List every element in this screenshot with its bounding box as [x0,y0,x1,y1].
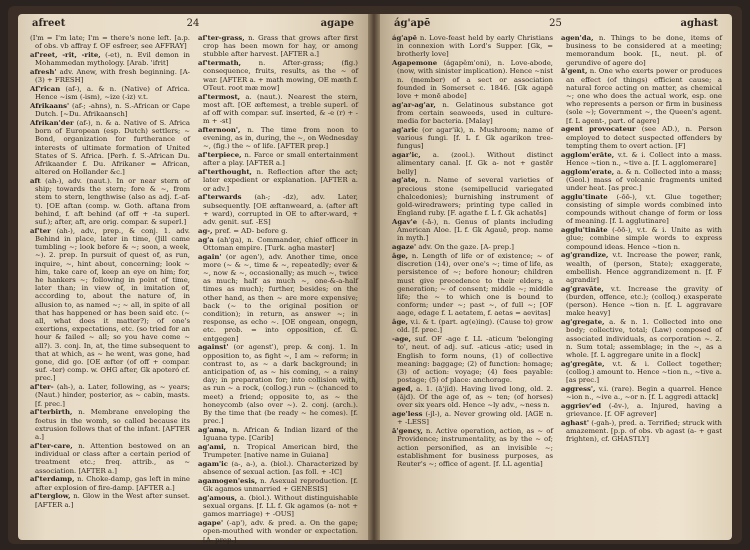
entry-headword: agar'ic, [392,151,421,160]
entry-headword: agape' [198,519,224,528]
entry-headword: âge, [392,318,409,327]
entry-headword: af'ter [30,226,51,235]
entry-definition: (-et), n. Evil demon in Mohammedan mythology. [Arab. 'ifrit] [35,51,190,68]
entry-definition: n. The time from noon to evening, as in, during, the ~, on Wednesday ~, (fig.) the ~ of life. [AFTER prep.] [203,126,358,151]
entry-definition: n. Asexual reproduction. [f. Gk agamos unmarried + GENESIS] [203,477,358,494]
entry-headword: agglom'erate, [561,167,615,176]
entry-definition: (see AD.), n. Person employed to detect suspected offenders by tempting them to overt action. [F] [566,125,722,150]
dictionary-entry [198,519,358,544]
dictionary-entry [30,85,190,101]
entry-headword: agaze' [392,243,417,252]
entry-definition: v.t. Increase the gravity of (burden, offence, etc.); (colloq.) exasperate (person). Hence ~tion n. [f. L aggravare make heavy] [566,284,722,318]
page-number: 25 [549,18,562,29]
entry-headword: ag'gregāte, [561,359,605,368]
dictionary-entry [392,252,553,318]
dictionary-entry [561,226,722,251]
entry-definition: n. Active operation, action, as ~ of Providence; instrumentality, as by the ~ of; action personified, as an invisible ~; establishment for business purposes, as Reuter's ~; office of agent. [f. LL agentia] [397,427,553,469]
entry-headword: -age, [392,335,411,344]
dictionary-entry [561,125,722,150]
entry-definition: (ah-), adv., prep., & conj. 1. adv. Behind in place, later in time, (Jill came tumbling ~; look before & ~; soon, a week, ~). 2. prep. In pursuit of quest of, as run, inquire, ~, hint about, concerning; look ~ him, take care of, keep an eye on him; for, he hankers ~; following in point of time, later than; in view of, in imitation of, according to, about the nature of, in allusion to, as named ~; ~ all, in spite of all that has happened or has been said etc. (~ all, what does it matter?); of one's exertions, expectations, etc. (so tried for an hour & failed ~ all; so you have come ~ all?). 3. conj. In, at, the time subsequent to that at which, as ~ he went, was gone, had gone, did go. [OE æfter (of off + compar. suf. -ter) comp. w. OHG after, Gk apoteró cf. prec.] [35,226,190,383]
dictionary-entry [561,168,722,193]
entry-definition: n. Gelatinous substance got from certain seaweeds, used in culture-media for bacteria. [Malay] [397,100,553,126]
entry-headword: agen'da, [561,34,594,42]
entry-definition: v.t. & i. Collect together; (collog.) amount to. Hence ~tion n., ~tive a. [as prec.] [566,359,722,385]
entry-headword: agglu'tināte [561,226,608,235]
entry-headword: af'termost, [198,92,241,101]
entry-definition: (ah-; -dz), adv. Later, subsequently. [OE æftanweard, a. (after aft + ward), corrupted in OE to after-ward, + adv. genit. suf. -ES] [203,193,358,227]
right-page-column-2 [561,34,722,532]
dictionary-entry [198,443,358,459]
entry-headword: again' [198,252,222,261]
entry-headword: af'reet, -rit, -rite, [30,51,101,59]
dictionary-entry [198,343,358,425]
entry-headword: af'terglow, [30,492,71,501]
entry-headword: Af'rican [30,85,61,93]
entry-headword: aggriev'ed [561,402,602,411]
left-page [18,14,368,544]
dictionary-entry [561,251,722,284]
dictionary-entry [392,126,553,151]
dictionary-entry [392,151,553,176]
entry-definition: v.i. (rare). Begin a quarrel. Hence ~ion n., ~ive a., ~or n. [f. L aggredi attack] [566,385,722,402]
entry-definition: (ah-), a. Later, following, as ~ years; (Naut.) hinder, posterior, as ~ cabin, masts. [f. prec.] [35,383,190,408]
left-page-header [32,18,354,32]
entry-headword: af'terpiece, [198,151,242,160]
dictionary-entry [392,427,553,468]
entry-definition: suf. OF -age f. LL -aticum 'belonging to', neut. of adj. suf. -aticus -atic; used in English to form nouns, (1) of collective meaning: baggage; (2) of function: homage; (3) of action: voyage; (4) fees payable: postage; (5) of place: anchorage. [397,335,553,385]
entry-definition: a. (biol.). Without distinguishable sexual organs. [f. LL f. Gk agamos (a- not + gamos marriage) + -OUS] [203,494,358,519]
entry-headword: age'less [392,410,423,419]
entry-definition: a. 1. (ā'jĭd). Having lived long, old. 2. (ājd). Of the age of, as ~ ten; (of horses) over six years old. Hence ~ly adv., ~ness n. [397,385,553,410]
entry-definition: n. Name of several varieties of precious stone (semipellucid variegated chalcedonies); burnishing instrument of gold-wiredrawers; printing type called in England ruby. [F. agathe f. L f. Gk achatēs] [397,176,553,218]
dictionary-entry [30,68,190,84]
dictionary-entry [392,176,553,217]
entry-headword: Agapemone [392,59,438,68]
entry-definition: a. (naut.). Nearest the stern, most aft. [OE æftemest, a treble superl. of af off with compar. suf. inserted, & -e (r) + -m + -st] [203,92,358,126]
dictionary-entry [561,285,722,318]
entry-headword: agglom'erāte, [561,150,615,159]
left-page-column-1 [30,34,190,532]
dictionary-entry [561,151,722,167]
guide-word-last: agape [320,18,354,29]
dictionary-entry [198,236,358,252]
entry-definition: (-ēv-), a. Injured, having a grievance. [f. OF agrever] [566,402,722,419]
entry-definition: (-gah-), pred. a. Terrified; struck with amazement. [p.p. of obs. vb agast (a- + gast frighten), cf. GHASTLY] [566,419,722,444]
entry-headword: af'terthought, [198,168,252,177]
entry-definition: adv. Anew, with fresh beginning. [A- (3) + FRESH] [35,68,190,85]
entry-definition: n. Reflection after the act; later expedient or explanation. [AFTER a. or adv.] [203,168,358,193]
entry-headword: ág'apē [392,34,418,42]
dictionary-entry [198,34,358,59]
entry-definition: (-ōō-), v.t. & i. Unite as with glue; combine simple words to express compound ideas. Hence ~tion n. [566,226,722,251]
entry-definition: n. Farce or small entertainment after a play. [AFTER a.] [203,151,358,168]
entry-definition: (-ap'), adv. & pred. a. On the gape; open-mouthed with wonder or expectation. [A- prep.] [203,519,358,544]
entry-definition: (af-; -ahns), n. S.-African or Cape Dutch. [~Du. Afrikaansch] [35,102,190,119]
entry-headword: ā'gent, [561,67,588,76]
entry-definition: (ah'ga), n. Commander, chief officer in Ottoman empire. [Turk. agha master] [203,235,358,252]
entry-definition: v.i. & t. (part. ag(e)ing). (Cause to) grow old. [f. prec.] [397,318,553,335]
dictionary-entry [198,59,358,92]
dictionary-entry [30,102,190,118]
dictionary-entry [392,410,553,426]
dictionary-entry [198,193,358,226]
guide-word-first: afreet [32,18,66,29]
entry-definition: n. One who exerts power or produces an effect (of things) efficient cause; a natural force acting on matter, as chemical ~; one who does the actual work, esp. one who represents a person or firm in business (sole ~); Government ~, the Queen's agent. [f. L agent-, part. of agere] [566,67,722,125]
entry-definition: n. Membrane enveloping the foetus in the womb, so called because its extrusion follows that of the infant. [AFTER a.] [35,408,190,442]
entry-headword: Afrikan'der [30,119,74,127]
dictionary-entry [30,177,190,226]
entry-definition: (a-, a-), a. (biol.). Characterized by absence of sexual action. [as foll. + -IC] [203,460,358,477]
dictionary-entry [198,227,358,235]
entry-headword: Agav'e [392,218,418,227]
entry-definition: n. Choke-damp, gas left in mine after explosion of fire-damp. [AFTER a.] [35,475,190,492]
entry-definition: (or agenst'), prep. & conj. 1. In opposition to, as fight ~, I am ~ reform; in contrast to, as ~ a dark background; in anticipation of, as ~ his coming, ~ a rainy day; in preparation for; into collision with, as run ~ a rock, (collog.) run ~ (chanced to meet) a friend; opposite to, as ~ the honeycomb (also over ~). 2. conj. (arch.). By the time that (be ready ~ he comes). [f. prec.] [203,343,358,426]
dictionary-entry [198,253,358,343]
entry-headword: aghast' [561,419,589,428]
entry-headword: ag'aric [392,126,419,135]
entry-headword: af'ter-grass, [198,34,245,42]
entry-headword: af'terbirth, [30,408,73,417]
entry-headword: ā'gency, [392,427,423,436]
entry-headword: ag'ate, [392,176,418,185]
dictionary-entry [392,101,553,126]
entry-definition: (af-), n. & a. Native of S. Africa born of European (esp. Dutch) settlers; ~ Bond, organization for furtherance of interests of ultimate formation of United States of S. Africa. [Perh. f. S.-African Du. Afrikaander f. Du. Afrikaner = African, altered on Hollander &c.] [35,119,190,177]
entry-headword: ag'gravāte, [561,284,604,293]
dictionary-entry [392,318,553,334]
dictionary-entry [561,34,722,67]
entry-headword: Afrikaans' [30,102,70,110]
entry-definition: n. Length of life or of existence; ~ of discretion (14), over one's ~; time of life, as persistence of ~; before honour; children must give precedence to their elders; a generation; ~ of consent; middle ~; middle life; the ~ to which one is bound to conform; under ~; past ~, of full ~; [OF aage, edage f. L aetatem, f. aetas = aevitas] [397,252,553,318]
dictionary-entry [392,335,553,384]
entry-headword: âge, [392,252,409,261]
dictionary-entry [392,385,553,410]
entry-definition: (I'm = I'm late; I'm = there's none left. [a.p. of obs. vb affray f. OF esfreer, see AFFRAY] [30,34,190,51]
entry-definition: pref. = AD- before g. [214,226,288,235]
entry-headword: afresh' [30,68,57,76]
entry-headword: af'terwards [198,193,242,202]
dictionary-entry [561,385,722,401]
dictionary-entry [30,227,190,383]
entry-headword: aged, [392,385,413,394]
dictionary-entry [198,494,358,519]
dictionary-entry [561,360,722,385]
entry-definition: n. Things to be done, items of business to be considered at a meeting; memorandum book. [L, neut. pl. of gerundive of agere do] [566,34,722,67]
guide-word-last: aghast [680,18,718,29]
entry-headword: against' [198,343,229,352]
dictionary-entry [561,67,722,124]
right-page [380,14,732,540]
entry-headword: agamogen'esis, [198,477,258,486]
dictionary-entry [392,59,553,100]
entry-definition: n. Love-feast held by early Christians in connexion with Lord's Supper. [Gk, = brotherly love] [397,34,553,59]
entry-definition: (-ōō-), v.t. Glue together; consisting of simple words combined into compounds without change of form or loss of meaning. [f. L agglutinare] [566,192,722,226]
entry-definition: (-ā-), n. Genus of plants including American Aloe. [L f. Gk Agauē, prop. name in myth.] [397,218,553,243]
right-page-header [394,18,718,32]
entry-headword: ag'amous, [198,494,238,503]
entry-definition: (af-), a. & n. (Native) of Africa. Hence ~ism (-ism), ~ize (-iz) v.t. [35,85,190,102]
entry-definition: a. (zool.). Without distinct alimentary canal. [f. Gk a- not + gastēr belly] [397,151,553,176]
entry-headword: ag'ama, [198,426,229,435]
entry-headword: aft [30,177,41,186]
dictionary-entry [561,318,722,359]
entry-definition: n. Tropical American bird, the Trumpeter. [native name in Guiana] [203,443,358,460]
dictionary-entry [198,460,358,476]
dictionary-entry [392,243,553,251]
entry-headword: agam'ic [198,460,228,469]
dictionary-entry [198,426,358,442]
entry-definition: (or agar'ik), n. Mushroom; name of various fungi. [f. L f. Gk agarikon tree-fungus] [397,126,553,151]
dictionary-entry [198,168,358,193]
entry-definition: n. Attention bestowed on an individual or class after a certain period of treatment etc.; freq. attrib., as ~ association. [AFTER a.] [35,441,190,475]
dictionary-entry [30,408,190,441]
dictionary-entry [198,126,358,151]
entry-definition: (or agen'), adv. Another time, once more (~ & ~, time & ~, repeatedly; ever & ~, now & ~, occasionally; as much ~, twice as much; half as much ~, one-&-a-half times as much); further, besides; on the other hand, as then ~ are more expensive; back (~ to the original position or condition); in return, as answer ~; in response, as echo ~. [OE ongean, ongegn, etc. prob. = into opposition, cf. G. entgegen] [203,252,358,343]
entry-headword: ag'ar-ag'ar, [392,100,436,109]
dictionary-entry [392,34,553,59]
dictionary-entry [30,383,190,408]
right-page-column-1 [392,34,553,532]
entry-headword: ag'a [198,235,214,244]
dictionary-entry [30,34,190,50]
dictionary-entry [198,151,358,167]
entry-headword: aggress', [561,385,596,394]
entry-definition: v.t. Increase the power, rank, wealth, of (person, State); exaggerate, embellish. Hence aggrandizement n. [f. F agrandir] [566,251,722,285]
entry-definition: n. African & Indian lizard of the Iguana type. [Carib] [203,426,358,443]
dictionary-entry [30,442,190,475]
entry-headword: agglu'tinate [561,192,608,201]
dictionary-entry [198,93,358,126]
entry-headword: af'ter-care, [30,441,73,450]
entry-definition: n. After-grass; (fig.) consequence, fruits, results, as the ~ of war. [AFTER a. + math mowing, OE mæth f. OTeut. root mæ mow] [203,59,358,92]
dictionary-entry [30,51,190,67]
dictionary-entry [392,218,553,243]
entry-headword: af'ter- [30,383,54,392]
dictionary-entry [30,492,190,508]
entry-definition: adv. On the gaze. [A- prep.] [418,243,514,252]
entry-headword: ag-, [198,226,213,235]
entry-headword: agent provocateur [561,125,636,134]
page-number: 24 [186,18,200,29]
entry-headword: afternoon', [198,126,241,135]
entry-definition: (ah-), adv. (naut.). In or near stern of ship; towards the stern; fore & ~, from stem to stern, lengthwise (also as adj. f.-af-t). [OE aftan (comp. w. Goth. aftana from behind, f. aft behind (af off + -ta superl. suf.); after, aft, are orig. compar. & superl.] [35,177,190,227]
dictionary-entry [198,477,358,493]
dictionary-entry [30,119,190,176]
entry-headword: ag'gregate, [561,318,605,327]
entry-headword: af'termath, [198,59,242,68]
dictionary-entry [561,193,722,226]
entry-definition: (-jl-), a. Never growing old. [AGE n. + -LESS] [397,410,553,427]
entry-headword: ag'grandize, [561,251,609,260]
entry-definition: (ágapěm'oni), n. Love-abode, (now, with sinister implication). Hence ~nist n. (member) of a sect or association founded in Somerset c. 1846. [Gk agapē love + monē abode] [397,59,554,101]
dictionary-entry [561,402,722,418]
entry-headword: ag'ami, [198,443,227,452]
dictionary-entry [30,475,190,491]
entry-definition: n. Glow in the West after sunset. [AFTER a.] [35,492,190,509]
entry-definition: a. & n. Collected into a mass; (Geol.) mass of volcanic fragments united under heat. [as prec.] [566,167,722,193]
dictionary-book [8,6,742,544]
left-page-column-2 [198,34,358,544]
book-gutter [368,14,380,540]
dictionary-entry [561,419,722,444]
entry-headword: af'terdamp, [30,475,75,484]
entry-definition: n. Grass that grows after first crop has been mown for hay, or among stubble after harvest. [AFTER a.] [203,34,358,59]
guide-word-first: ág'apē [394,18,431,29]
entry-definition: v.t. & i. Collect into a mass. Hence ~tion n., ~tive a. [f. L agglomerare] [566,150,722,167]
entry-definition: a. & n. 1. Collected into one body; collective, total; (Law) composed of associated individuals, as corporation ~. 2. n. Sum total; assemblage; in the ~, as a whole. [f. L aggregare unite in a flock] [566,318,722,360]
